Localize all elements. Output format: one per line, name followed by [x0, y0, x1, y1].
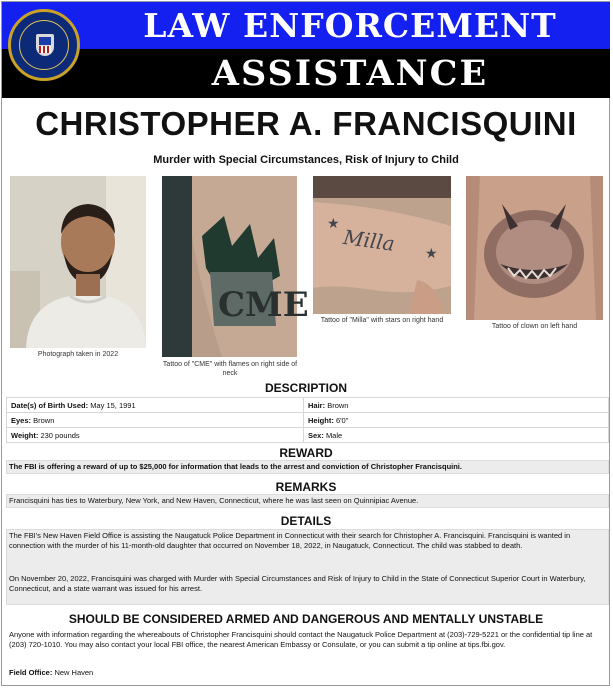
hair-cell: Hair: Brown — [304, 398, 609, 413]
sex-cell: Sex: Male — [304, 428, 609, 443]
reward-heading: REWARD — [279, 446, 333, 460]
details-heading: DETAILS — [280, 514, 332, 528]
subject-photo — [10, 176, 146, 348]
clown-tattoo-caption: Tattoo of clown on left hand — [491, 323, 578, 330]
poster-subtitle: ASSISTANCE — [211, 53, 489, 94]
neck-tattoo-caption: Tattoo of "CME" with flames on right side of neck — [162, 361, 298, 377]
photo-caption: Photograph taken in 2022 — [37, 351, 119, 358]
height-cell: Height: 6'0" — [304, 413, 609, 428]
description-heading: DESCRIPTION — [264, 381, 347, 395]
fbi-seal-icon — [8, 9, 80, 81]
field-office: Field Office: New Haven — [9, 668, 94, 677]
clown-tattoo-photo — [466, 176, 603, 320]
dob-cell: Date(s) of Birth Used: May 15, 1991 — [7, 398, 304, 413]
hand-tattoo-caption: Tattoo of "Milla" with stars on right hand — [320, 317, 444, 324]
svg-text:★: ★ — [327, 215, 340, 231]
subject-charges: Murder with Special Circumstances, Risk of Injury to Child — [153, 154, 459, 166]
remarks-text: Francisquini has ties to Waterbury, New York, and New Haven, Connecticut, where he was last seen on Quinnipiac Avenue. — [9, 496, 419, 505]
neck-tattoo-photo — [162, 176, 309, 357]
eyes-cell: Eyes: Brown — [7, 413, 304, 428]
table-row — [7, 413, 609, 428]
subject-name: CHRISTOPHER A. FRANCISQUINI — [35, 105, 577, 142]
svg-text:Milla: Milla — [341, 224, 397, 256]
svg-text:CME: CME — [218, 285, 309, 325]
hand-tattoo-photo — [313, 176, 451, 314]
weight-cell: Weight: 230 pounds — [7, 428, 304, 443]
reward-text: The FBI is offering a reward of up to $25,000 for information that leads to the arrest and conviction of Christopher Francisquini. — [9, 462, 462, 471]
details-paragraph-2: On November 20, 2022, Francisquini was charged with Murder with Special Circumstances and Risk of Injury to Child in the State of Connecticut Superior Court in Waterbury, Connecticut, and a state warrant was issued for his arrest. — [9, 574, 586, 593]
svg-text:★: ★ — [425, 245, 438, 261]
table-row — [7, 398, 609, 413]
warning-heading: SHOULD BE CONSIDERED ARMED AND DANGEROUS AND MENTALLY UNSTABLE — [68, 612, 544, 626]
description-table — [6, 397, 609, 443]
remarks-heading: REMARKS — [275, 480, 337, 494]
contact-text: Anyone with information regarding the whereabouts of Christopher Francisquini should contact the Naugatuck Police Department at (203)-729-5221 or the confidential tip line at (203) 720-1010. You may also contact your local FBI office, the nearest American Embassy or Consulate, or you can submit a tip online at tips.fbi.gov. — [9, 630, 593, 649]
details-paragraph-1: The FBI's New Haven Field Office is assisting the Naugatuck Police Department in Connecticut with their search for Christopher A. Francisquini. Francisquini is wanted in connection with the murder of his 11-month-old daughter that occurred on November 18, 2022, in Naugatuck, Connecticut. The child was stabbed to death. — [9, 531, 571, 550]
poster-title: LAW ENFORCEMENT — [143, 6, 557, 45]
table-row — [7, 428, 609, 443]
